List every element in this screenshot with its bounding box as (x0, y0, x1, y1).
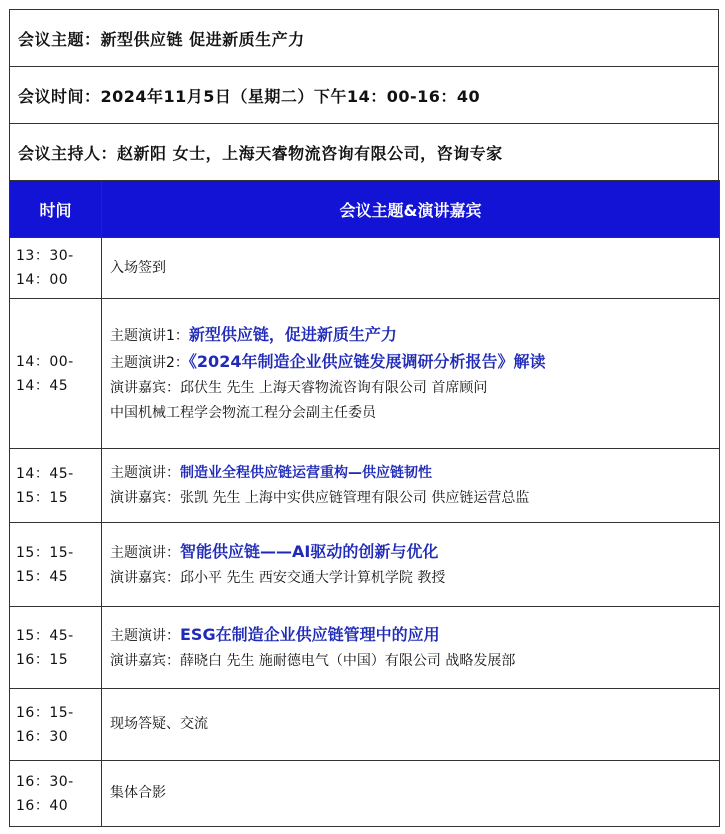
time-start: 16：15- (16, 704, 74, 721)
row-time (10, 689, 102, 761)
time-start: 14：00- (16, 353, 74, 370)
time-end: 14：45 (16, 377, 69, 394)
talk-label: 主题演讲： (110, 544, 180, 561)
table-row (10, 299, 720, 449)
talk-label: 主题演讲： (110, 627, 180, 644)
row-time (10, 449, 102, 523)
row-content (102, 238, 720, 299)
talk-title: 新型供应链，促进新质生产力 (188, 324, 397, 344)
row-text: 集体合影 (110, 785, 166, 801)
time-start: 14：45- (16, 465, 74, 482)
time-end: 16：40 (16, 797, 69, 814)
row-content (102, 523, 720, 607)
talk-title: 智能供应链——AI驱动的创新与优化 (180, 541, 439, 561)
row-time (10, 523, 102, 607)
table-row (10, 523, 720, 607)
talk-line (110, 539, 719, 566)
speaker-line: 演讲嘉宾：张凯 先生 上海中实供应链管理有限公司 供应链运营总监 (110, 489, 530, 506)
time-start: 16：30- (16, 773, 74, 790)
talk-title: 《2024年制造企业供应链发展调研分析报告》解读 (188, 351, 546, 371)
column-header-content: 会议主题&演讲嘉宾 (102, 181, 720, 238)
speaker-line: 中国机械工程学会物流工程分会副主任委员 (110, 404, 376, 421)
talk-line (110, 461, 719, 486)
row-time (10, 607, 102, 689)
meeting-topic: 会议主题：新型供应链 促进新质生产力 (9, 9, 719, 66)
row-content (102, 449, 720, 523)
speaker-line: 演讲嘉宾：薛晓白 先生 施耐德电气（中国）有限公司 战略发展部 (110, 652, 516, 669)
talk-line (110, 322, 719, 349)
table-row (10, 761, 720, 827)
time-end: 14：00 (16, 272, 69, 288)
table-row (10, 689, 720, 761)
row-content (102, 689, 720, 761)
talk-line (110, 349, 719, 376)
talk-title: 制造业全程供应链运营重构—供应链韧性 (180, 464, 432, 481)
row-time (10, 299, 102, 449)
column-header-time: 时间 (10, 181, 102, 238)
table-row (10, 449, 720, 523)
talk-label: 主题演讲2： (110, 354, 189, 371)
time-end: 15：45 (16, 568, 69, 585)
meeting-time: 会议时间：2024年11月5日（星期二）下午14：00-16：40 (9, 66, 719, 123)
agenda-table (9, 180, 720, 827)
row-text: 入场签到 (110, 259, 166, 276)
row-content (102, 299, 720, 449)
time-end: 16：30 (16, 728, 69, 745)
talk-label: 主题演讲1： (110, 327, 189, 344)
row-content (102, 607, 720, 689)
row-text: 现场答疑、交流 (110, 716, 208, 732)
time-end: 15：15 (16, 489, 69, 506)
time-start: 13：30- (16, 248, 74, 264)
row-time (10, 238, 102, 299)
agenda-document (9, 9, 719, 827)
time-start: 15：45- (16, 627, 74, 644)
table-row (10, 607, 720, 689)
talk-line (110, 622, 719, 649)
speaker-line: 演讲嘉宾：邱伏生 先生 上海天睿物流咨询有限公司 首席顾问 (110, 379, 488, 396)
meeting-host: 会议主持人：赵新阳 女士，上海天睿物流咨询有限公司，咨询专家 (9, 123, 719, 180)
row-time (10, 761, 102, 827)
talk-label: 主题演讲： (110, 464, 180, 481)
time-end: 16：15 (16, 651, 69, 668)
table-row (10, 238, 720, 299)
speaker-line: 演讲嘉宾：邱小平 先生 西安交通大学计算机学院 教授 (110, 569, 446, 586)
time-start: 15：15- (16, 544, 74, 561)
talk-title: ESG在制造企业供应链管理中的应用 (180, 624, 440, 644)
row-content (102, 761, 720, 827)
table-header-row (10, 181, 720, 238)
